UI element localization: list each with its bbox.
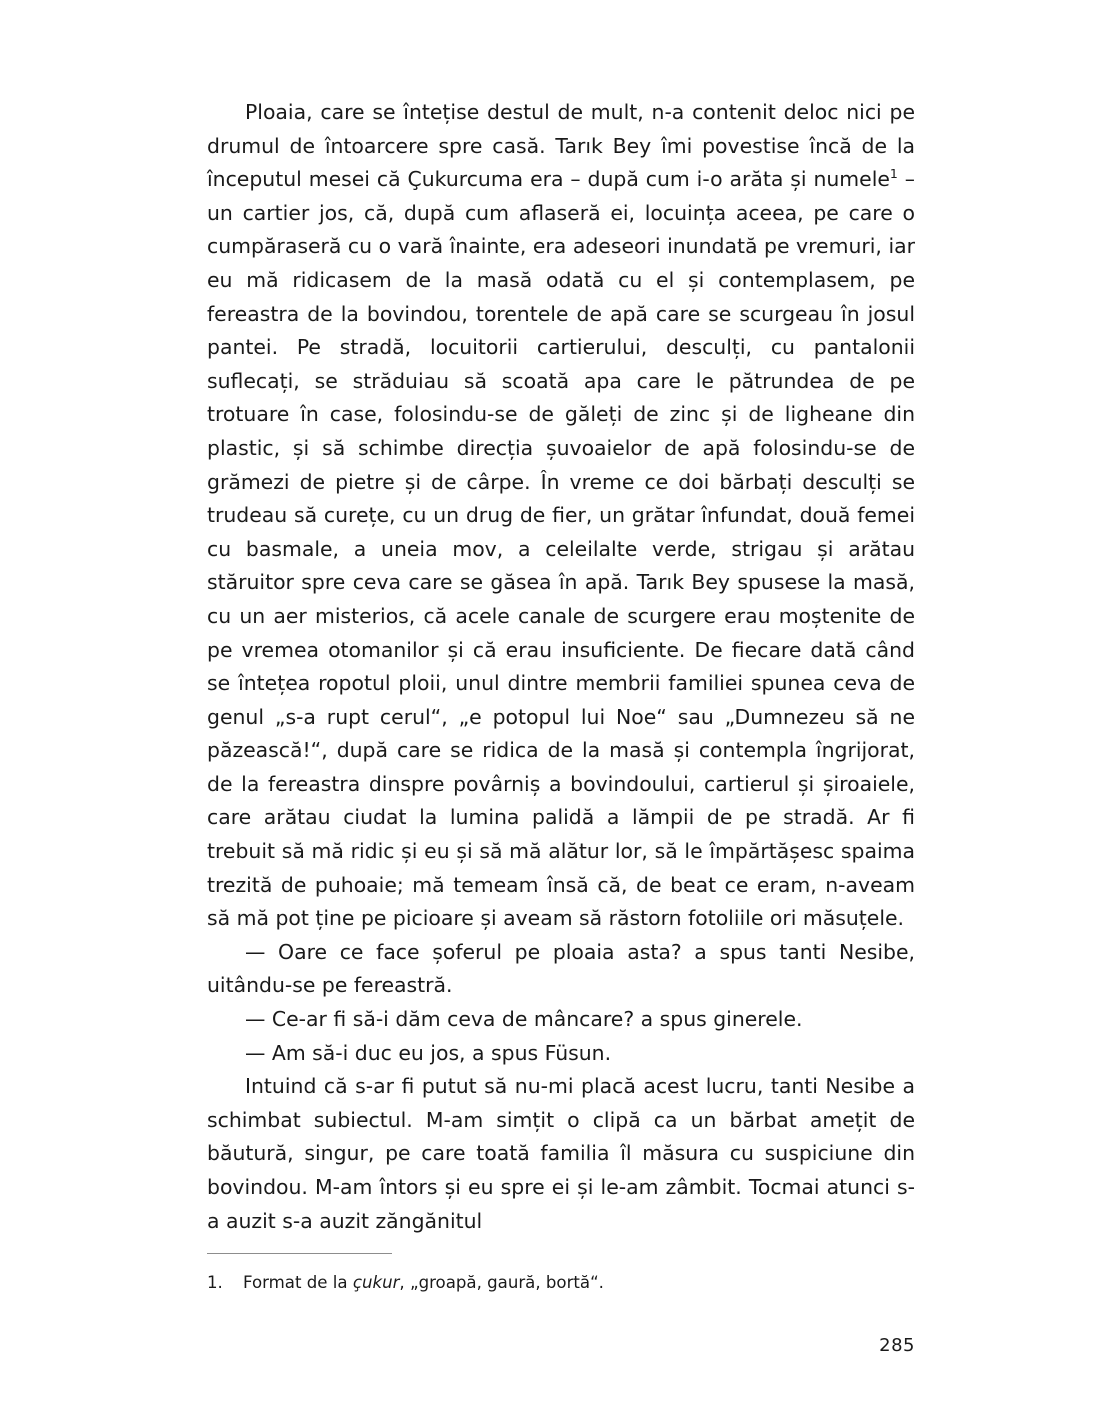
paragraph-1-text: Ploaia, care se întețise destul de mult, n-a contenit deloc nici pe drumul de întoarcere spre casă. Tarık Bey îmi povestise încă de la începutul mesei că Çukurcuma era – după cum i-o arăta și numele [207, 100, 915, 192]
footnote-italic-term: çukur [352, 1273, 400, 1292]
paragraph-5: Intuind că s-ar fi putut să nu-mi placă acest lucru, tanti Nesibe a schimbat subiectul. M-am simțit o clipă ca un bărbat amețit de băutură, singur, pe care toată familia îl măsura cu suspiciune din bovindou. M-am întors și eu spre ei și le-am zâmbit. Tocmai atunci s-a auzit s-a auzit zăngănitul [207, 1074, 915, 1233]
paragraph-2: — Oare ce face șoferul pe ploaia asta? a spus tanti Nesibe, uitându-se pe fereastră. [207, 939, 915, 998]
paragraph-4: — Am să-i duc eu jos, a spus Füsun. [245, 1040, 612, 1065]
page-number: 285 [879, 1335, 915, 1356]
paragraph-1 [207, 96, 915, 936]
footnote-entry [207, 1270, 915, 1296]
footnote-text-after: , „groapă, gaură, bortă“. [399, 1273, 604, 1292]
footnote-area [207, 1253, 915, 1296]
page-text-block [207, 96, 915, 1238]
paragraph-1-text-continued: – un cartier jos, că, după cum aflaseră ei, locuința aceea, pe care o cumpăraseră cu o vară înainte, era adeseori inundată pe vremuri, iar eu mă ridicasem de la masă odată cu el și contemplasem, pe fereastra de la bovindou, torentele de apă care se scurgeau în josul pantei. Pe stradă, locuitorii cartierului, desculți, cu pantalonii suflecați, se străduiau să scoată apa care le pătrundea de pe trotuare în case, folosindu-se de găleți de zinc și de ligheane din plastic, și să schimbe direcția șuvoaielor de apă folosindu-se de grămezi de pietre și de cârpe. În vreme ce doi bărbați desculți se trudeau să curețe, cu un drug de fier, un grătar înfundat, două femei cu basmale, a uneia mov, a celeilalte verde, strigau și arătau stăruitor spre ceva care se găsea în apă. Tarık Bey spusese la masă, cu un aer misterios, că acele canale de scurgere erau moștenite de pe vremea otomanilor și că erau insuficiente. De fiecare dată când se întețea ropotul ploii, unul dintre membrii familiei spunea ceva de genul „s-a rupt cerul“, „e potopul lui Noe“ sau „Dumnezeu să ne păzească!“, după care se ridica de la masă și contempla îngrijorat, de la fereastra dinspre povârniș a bovindoului, cartierul și șiroaiele, care arătau ciudat la lumina palidă a lămpii de pe stradă. Ar fi trebuit să mă ridic și eu și să mă alătur lor, să le împărtășesc spaima trezită de puhoaie; mă temeam însă că, de beat ce eram, n-aveam să mă pot ține pe picioare și aveam să răstorn fotoliile ori măsuțele. [207, 167, 915, 931]
footnote-marker[interactable]: 1 [889, 166, 898, 182]
paragraph-3: — Ce-ar fi să-i dăm ceva de mâncare? a spus ginerele. [245, 1007, 803, 1032]
footnote-text-before: Format de la [243, 1273, 353, 1292]
footnote-number: 1. [207, 1273, 223, 1292]
footnote-separator-rule [207, 1253, 392, 1254]
